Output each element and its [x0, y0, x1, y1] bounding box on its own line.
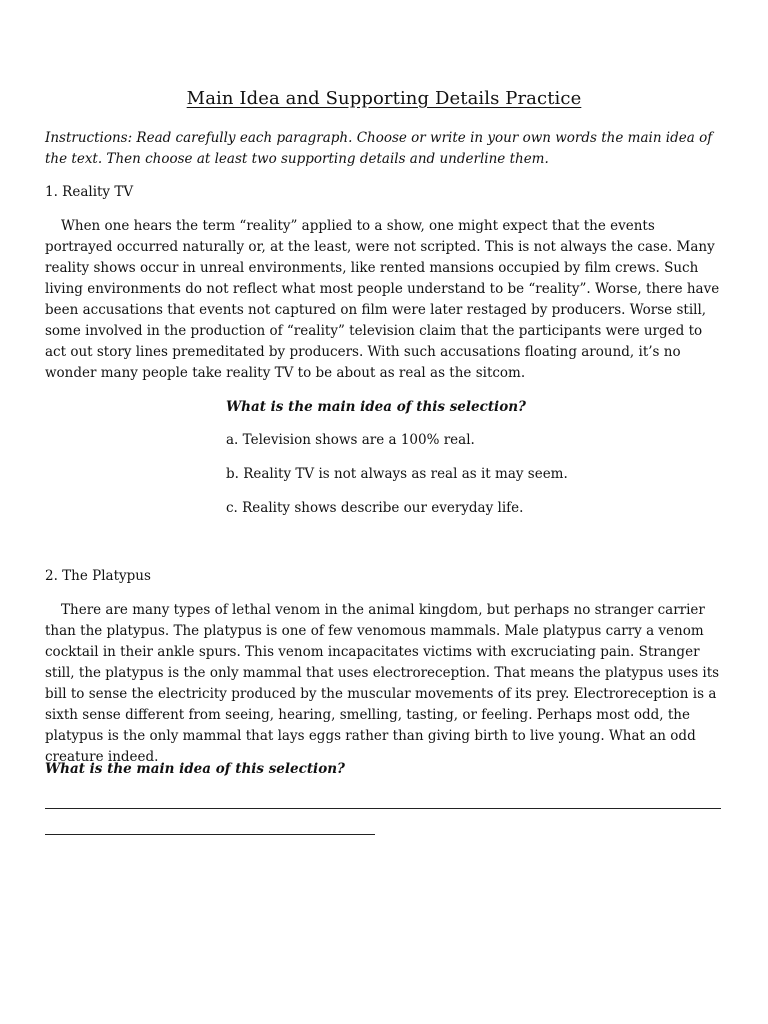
answer-option-c[interactable]: c. Reality shows describe our everyday life.: [226, 500, 524, 516]
section-heading-reality-tv: 1. Reality TV: [45, 184, 134, 200]
page-title: Main Idea and Supporting Details Practice: [186, 88, 582, 109]
paragraph-platypus: [45, 600, 725, 768]
instructions-text: Instructions: Read carefully each paragraph. Choose or write in your own words the main idea of the text. Then choose at least two supporting details and underline them.: [45, 130, 713, 167]
paragraph-reality-tv: [45, 216, 725, 384]
section-heading-platypus: 2. The Platypus: [45, 568, 151, 584]
answer-option-b[interactable]: b. Reality TV is not always as real as it may seem.: [226, 466, 568, 482]
question-main-idea-2: What is the main idea of this selection?: [45, 761, 345, 777]
paragraph-platypus-text: There are many types of lethal venom in the animal kingdom, but perhaps no stranger carrier than the platypus. The platypus is one of few venomous mammals. Male platypus carry a venom cocktail in their ankle spurs. This venom incapacitates victims with excruciating pain. Stranger still, the platypus is the only mammal that uses electroreception. That means the platypus uses its bill to sense the electricity produced by the muscular movements of its prey. Electroreception is a sixth sense different from seeing, hearing, smelling, tasting, or feeling. Perhaps most odd, the platypus is the only mammal that lays eggs rather than giving birth to live young. What an odd creature indeed.: [45, 602, 720, 765]
answer-line-1[interactable]: [45, 808, 721, 809]
answer-option-a[interactable]: a. Television shows are a 100% real.: [226, 432, 475, 448]
question-main-idea-1: What is the main idea of this selection?: [226, 399, 526, 415]
answer-line-2[interactable]: [45, 834, 375, 835]
paragraph-reality-tv-text: When one hears the term “reality” applied to a show, one might expect that the events portrayed occurred naturally or, at the least, were not scripted. This is not always the case. Many reality shows occur in unreal environments, like rented mansions occupied by film crews. Such living environments do not reflect what most people understand to be “reality”. Worse, there have been accusations that events not captured on film were later restaged by producers. Worse still, some involved in the production of “reality” television claim that the participants were urged to act out story lines premeditated by producers. With such accusations floating around, it’s no wonder many people take reality TV to be about as real as the sitcom.: [45, 218, 720, 381]
